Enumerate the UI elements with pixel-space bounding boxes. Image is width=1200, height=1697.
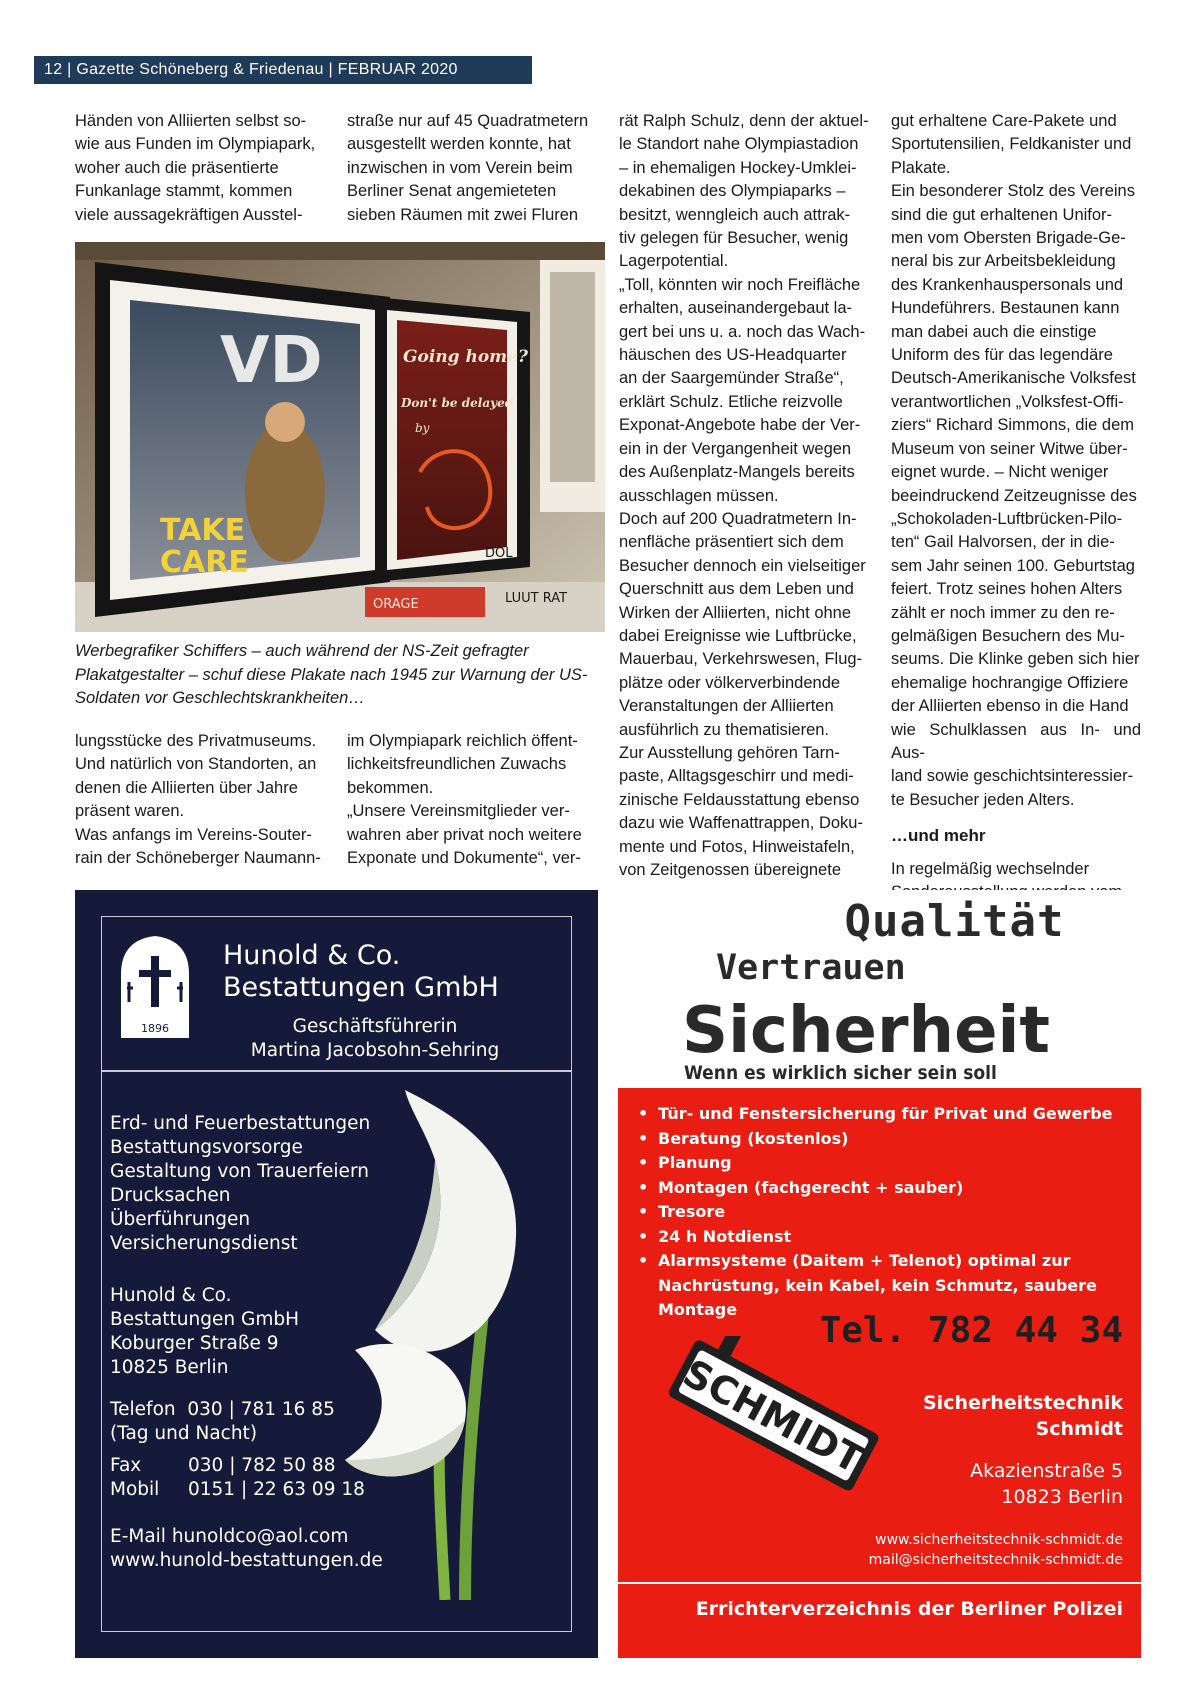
text-line: sieben Räumen mit zwei Fluren [347, 205, 579, 224]
text-line: Veranstaltungen der Alliierten [619, 697, 834, 716]
calla-lily-image [315, 1080, 545, 1600]
text-line: ziers“ Richard Simmons, die dem [891, 416, 1134, 435]
text-line: des Krankenhauspersonals und [891, 275, 1124, 294]
address-line: Hunold & Co. [110, 1285, 232, 1306]
text-line: viele aussagekräftigen Ausstel- [75, 205, 303, 224]
text-line: ehemalige hochrangige Offiziere [891, 673, 1129, 692]
text-line: woher auch die präsentierte [75, 158, 279, 177]
text-line: Ein besonderer Stolz des Vereins [891, 182, 1135, 201]
manager-role: Geschäftsführerin [292, 1016, 458, 1037]
text-line: dekabinen des Olympiaparks – [619, 182, 846, 201]
telefon-note: (Tag und Nacht) [110, 1423, 258, 1444]
poster-vd-text: VD [220, 324, 323, 398]
text-line: von Zeitgenossen übereignete [619, 861, 841, 879]
poster-by-text: by [415, 421, 430, 435]
bullet-item: • 24 h Notdienst [636, 1225, 1126, 1250]
text-line: seums. Die Klinke geben sich hier [891, 650, 1140, 669]
address-block [110, 1284, 299, 1380]
ad-divider [101, 1070, 572, 1072]
email-link[interactable]: E-Mail hunoldco@aol.com [110, 1526, 349, 1547]
text-line: gut erhaltene Care-Pakete und [891, 112, 1117, 130]
text-line: ausführlich zu thematisieren. [619, 720, 830, 739]
text-line: erhalten, auseinandergebaut la- [619, 299, 853, 318]
fax-mobile-block [110, 1454, 365, 1502]
poster-going-home-text: Going home? [403, 347, 528, 367]
text-line: Hundeführers. Bestaunen kann [891, 299, 1120, 318]
text-line: Doch auf 200 Quadratmetern In- [619, 509, 857, 528]
column-2-top [347, 110, 602, 227]
text-line: an der Saargemünder Straße“, [619, 369, 844, 388]
text-line: paste, Alltagsgeschirr und medi- [619, 767, 854, 786]
text-line: lichkeitsfreundlichen Zuwachs [347, 755, 567, 774]
fax-number: 030 | 782 50 88 [188, 1455, 336, 1476]
text-line: te Besucher jeden Alters. [891, 790, 1075, 809]
sign-text: ORAGE [373, 597, 419, 612]
telefon-number[interactable]: 030 | 781 16 85 [187, 1399, 335, 1420]
online-block [110, 1525, 383, 1573]
poster-care-text: CARE [160, 545, 249, 580]
service-bullets [636, 1102, 1126, 1323]
key-logo-text: SCHMIDT [676, 1350, 871, 1482]
service-item: Versicherungsdienst [110, 1233, 298, 1254]
key-logo-icon [654, 1336, 894, 1536]
text-line: man dabei auch die einstige [891, 322, 1097, 341]
text-line: Funkanlage stammt, kommen [75, 182, 293, 201]
city: 10823 Berlin [1001, 1486, 1123, 1508]
bullet-item: • Alarmsysteme (Daitem + Telenot) optimal zur Nachrüstung, kein Kabel, kein Schmutz, saubere Montage [636, 1249, 1126, 1323]
address-line: 10825 Berlin [110, 1357, 229, 1378]
footer-divider [618, 1582, 1141, 1584]
text-line: Besucher dennoch ein vielseitiger [619, 556, 866, 575]
article-photo [75, 242, 605, 632]
text-line: le Standort nahe Olympiastadion [619, 135, 859, 154]
manager-name: Martina Jacobsohn-Sehring [250, 1040, 500, 1061]
text-line: präsent waren. [75, 802, 185, 821]
text-line: Uniform des für das legendäre [891, 346, 1113, 365]
text-line: Mauerbau, Verkehrswesen, Flug- [619, 650, 863, 669]
text-line: rain der Schöneberger Naumann- [75, 849, 321, 868]
bullet-item: • Montagen (fachgerecht + sauber) [636, 1176, 1126, 1201]
text-line: feiert. Trotz seines hohen Alters [891, 580, 1123, 599]
footer-text: Errichterverzeichnis der Berliner Polizei [695, 1598, 1123, 1620]
text-line: neral bis zur Arbeitsbekleidung [891, 252, 1116, 271]
text-line: Lagerpotential. [619, 252, 729, 271]
text-line: sind die gut erhaltenen Unifor- [891, 205, 1113, 224]
text-line: Querschnitt aus dem Leben und [619, 580, 854, 599]
text-line: „Schokoladen-Luftbrücken-Pilo- [891, 509, 1123, 528]
telefon-label: Telefon [110, 1399, 176, 1420]
tagline: Wenn es wirklich sicher sein soll [684, 1062, 997, 1084]
phone-number[interactable]: Tel. 782 44 34 [819, 1310, 1123, 1351]
page-header: 12 | Gazette Schöneberg & Friedenau | FEBRUAR 2020 [34, 56, 532, 84]
column-1-top [75, 110, 325, 227]
bullet-item: • Tür- und Fenstersicherung für Privat und Gewerbe [636, 1102, 1126, 1127]
text-line: bekommen. [347, 778, 434, 797]
headline-qualitaet: Qualität [844, 896, 1065, 947]
text-line: ausschlagen müssen. [619, 486, 779, 505]
email-link[interactable]: mail@sicherheitstechnik-schmidt.de [868, 1552, 1123, 1568]
text-line: Exponat-Angebote habe der Ver- [619, 416, 861, 435]
street: Akazienstraße 5 [970, 1460, 1123, 1482]
text-line: beeindruckend Zeitzeugnisse des [891, 486, 1137, 505]
website-link[interactable]: www.hunold-bestattungen.de [110, 1550, 383, 1571]
text-line: Wirken der Alliierten, nicht ohne [619, 603, 852, 622]
service-item: Erd- und Feuerbestattungen [110, 1113, 371, 1134]
company-name-line1: Hunold & Co. [223, 940, 401, 971]
bullet-item: • Beratung (kostenlos) [636, 1127, 1126, 1152]
text-line: – in ehemaligen Hockey-Umklei- [619, 158, 857, 177]
address-block [970, 1458, 1123, 1510]
text-line: plätze oder völkerverbindende [619, 673, 841, 692]
mobil-label: Mobil [110, 1479, 160, 1500]
text-line: denen die Alliierten über Jahre [75, 778, 298, 797]
service-item: Gestaltung von Trauerfeiern [110, 1161, 369, 1182]
text-line: der Alliierten ebenso in die Hand [891, 697, 1129, 716]
text-line: eignet wurde. – Nicht weniger [891, 463, 1109, 482]
poster-wall-image [75, 242, 605, 632]
text-line: In regelmäßig wechselnder [891, 859, 1090, 878]
section-subheading: …und mehr [891, 826, 986, 846]
contact-block [110, 1398, 335, 1446]
poster-delayed-text: Don't be delayed [401, 396, 514, 410]
text-line: inzwischen in vom Verein beim [347, 158, 573, 177]
service-item: Überführungen [110, 1209, 251, 1230]
text-line: nenfläche präsentiert sich dem [619, 533, 844, 552]
text-line: Berliner Senat angemieteten [347, 182, 557, 201]
text-line: gert bei uns u. a. noch das Wach- [619, 322, 866, 341]
text-line: dabei Ereignisse wie Luftbrücke, [619, 626, 857, 645]
service-item: Bestattungsvorsorge [110, 1137, 303, 1158]
photo-caption: Werbegrafiker Schiffers – auch während der NS-Zeit gefragter Plakatgestalter – schuf diese Plakate nach 1945 zur Warnung der US-Soldaten vor Geschlechtskrankheiten… [75, 642, 588, 707]
mobil-number[interactable]: 0151 | 22 63 09 18 [188, 1479, 365, 1500]
sign-text: LUUT RAT [505, 591, 568, 606]
text-line: Händen von Alliierten selbst so- [75, 112, 307, 130]
address-line: Bestattungen GmbH [110, 1309, 300, 1330]
hunold-advertisement [75, 890, 598, 1658]
company-name-line2: Bestattungen GmbH [223, 972, 499, 1003]
text-line: men vom Obersten Brigade-Ge- [891, 229, 1126, 248]
text-line: zählt er noch immer zu den re- [891, 603, 1115, 622]
text-line: Sportutensilien, Feldkanister und [891, 135, 1132, 154]
text-line: straße nur auf 45 Quadratmetern [347, 112, 589, 130]
text-line: mente und Fotos, Hinweistafeln, [619, 837, 855, 856]
schmidt-advertisement [618, 890, 1141, 1658]
website-link[interactable]: www.sicherheitstechnik-schmidt.de [875, 1532, 1123, 1548]
service-item: Drucksachen [110, 1185, 231, 1206]
text-line: Exponate und Dokumente“, ver- [347, 849, 581, 868]
column-3 [619, 110, 869, 882]
text-line: zinische Feldausstattung ebenso [619, 790, 860, 809]
text-line: des Außenplatz-Mangels bereits [619, 463, 855, 482]
text-line: besitzt, wenngleich auch attrak- [619, 205, 851, 224]
column-1-bottom [75, 730, 325, 870]
text-line: häuschen des US-Headquarter [619, 346, 847, 365]
text-line: land sowie geschichtsinteressier- [891, 767, 1134, 786]
text-line: lungsstücke des Privatmuseums. [75, 732, 317, 750]
headline-vertrauen: Vertrauen [716, 948, 906, 988]
address-line: Koburger Straße 9 [110, 1333, 279, 1354]
text-line: „Toll, könnten wir noch Freifläche [619, 275, 861, 294]
bullet-item: • Planung [636, 1151, 1126, 1176]
text-line: ausgestellt werden konnte, hat [347, 135, 571, 154]
text-line: Zur Ausstellung gehören Tarn- [619, 743, 840, 762]
emblem-year: 1896 [141, 1022, 169, 1035]
text-line: erklärt Schulz. Etliche reizvolle [619, 392, 843, 411]
text-line: verantwortlichen „Volksfest-Offi- [891, 392, 1124, 411]
online-block [869, 1530, 1123, 1570]
text-line: wahren aber privat noch weitere [347, 825, 582, 844]
text-line: Was anfangs im Vereins-Souter- [75, 825, 312, 844]
text-line: Museum von seiner Witwe über- [891, 439, 1128, 458]
text-line: sem Jahr seinen 100. Geburtstag [891, 556, 1135, 575]
text-line: wie aus Funden im Olympiapark, [75, 135, 316, 154]
sign-text: DOL [485, 546, 513, 561]
company-block [923, 1390, 1123, 1442]
text-line: wie Schulklassen aus In- und Aus- [891, 720, 1141, 762]
company-line2: Schmidt [1035, 1418, 1123, 1440]
headline-sicherheit: Sicherheit [682, 994, 1050, 1068]
company-line1: Sicherheitstechnik [923, 1392, 1123, 1414]
text-line: „Unsere Vereinsmitglieder ver- [347, 802, 570, 821]
text-line: Plakate. [891, 158, 951, 177]
text-line: gelmäßigen Besuchern des Mu- [891, 626, 1125, 645]
poster-take-text: TAKE [160, 513, 246, 548]
column-4 [891, 110, 1141, 904]
text-line: ein in der Vergangenheit wegen [619, 439, 852, 458]
text-line: ten“ Gail Halvorsen, der in die- [891, 533, 1115, 552]
text-line: Und natürlich von Standorten, an [75, 755, 317, 774]
text-line: dazu wie Waffenattrappen, Doku- [619, 814, 863, 833]
bullet-item: • Tresore [636, 1200, 1126, 1225]
text-line: Deutsch-Amerikanische Volksfest [891, 369, 1136, 388]
text-line: im Olympiapark reichlich öffent- [347, 732, 578, 750]
text-line: rät Ralph Schulz, denn der aktuel- [619, 112, 869, 130]
church-window-emblem-icon [117, 934, 193, 1040]
fax-label: Fax [110, 1455, 142, 1476]
column-2-bottom [347, 730, 602, 870]
text-line: tiv gelegen für Besucher, wenig [619, 229, 849, 248]
